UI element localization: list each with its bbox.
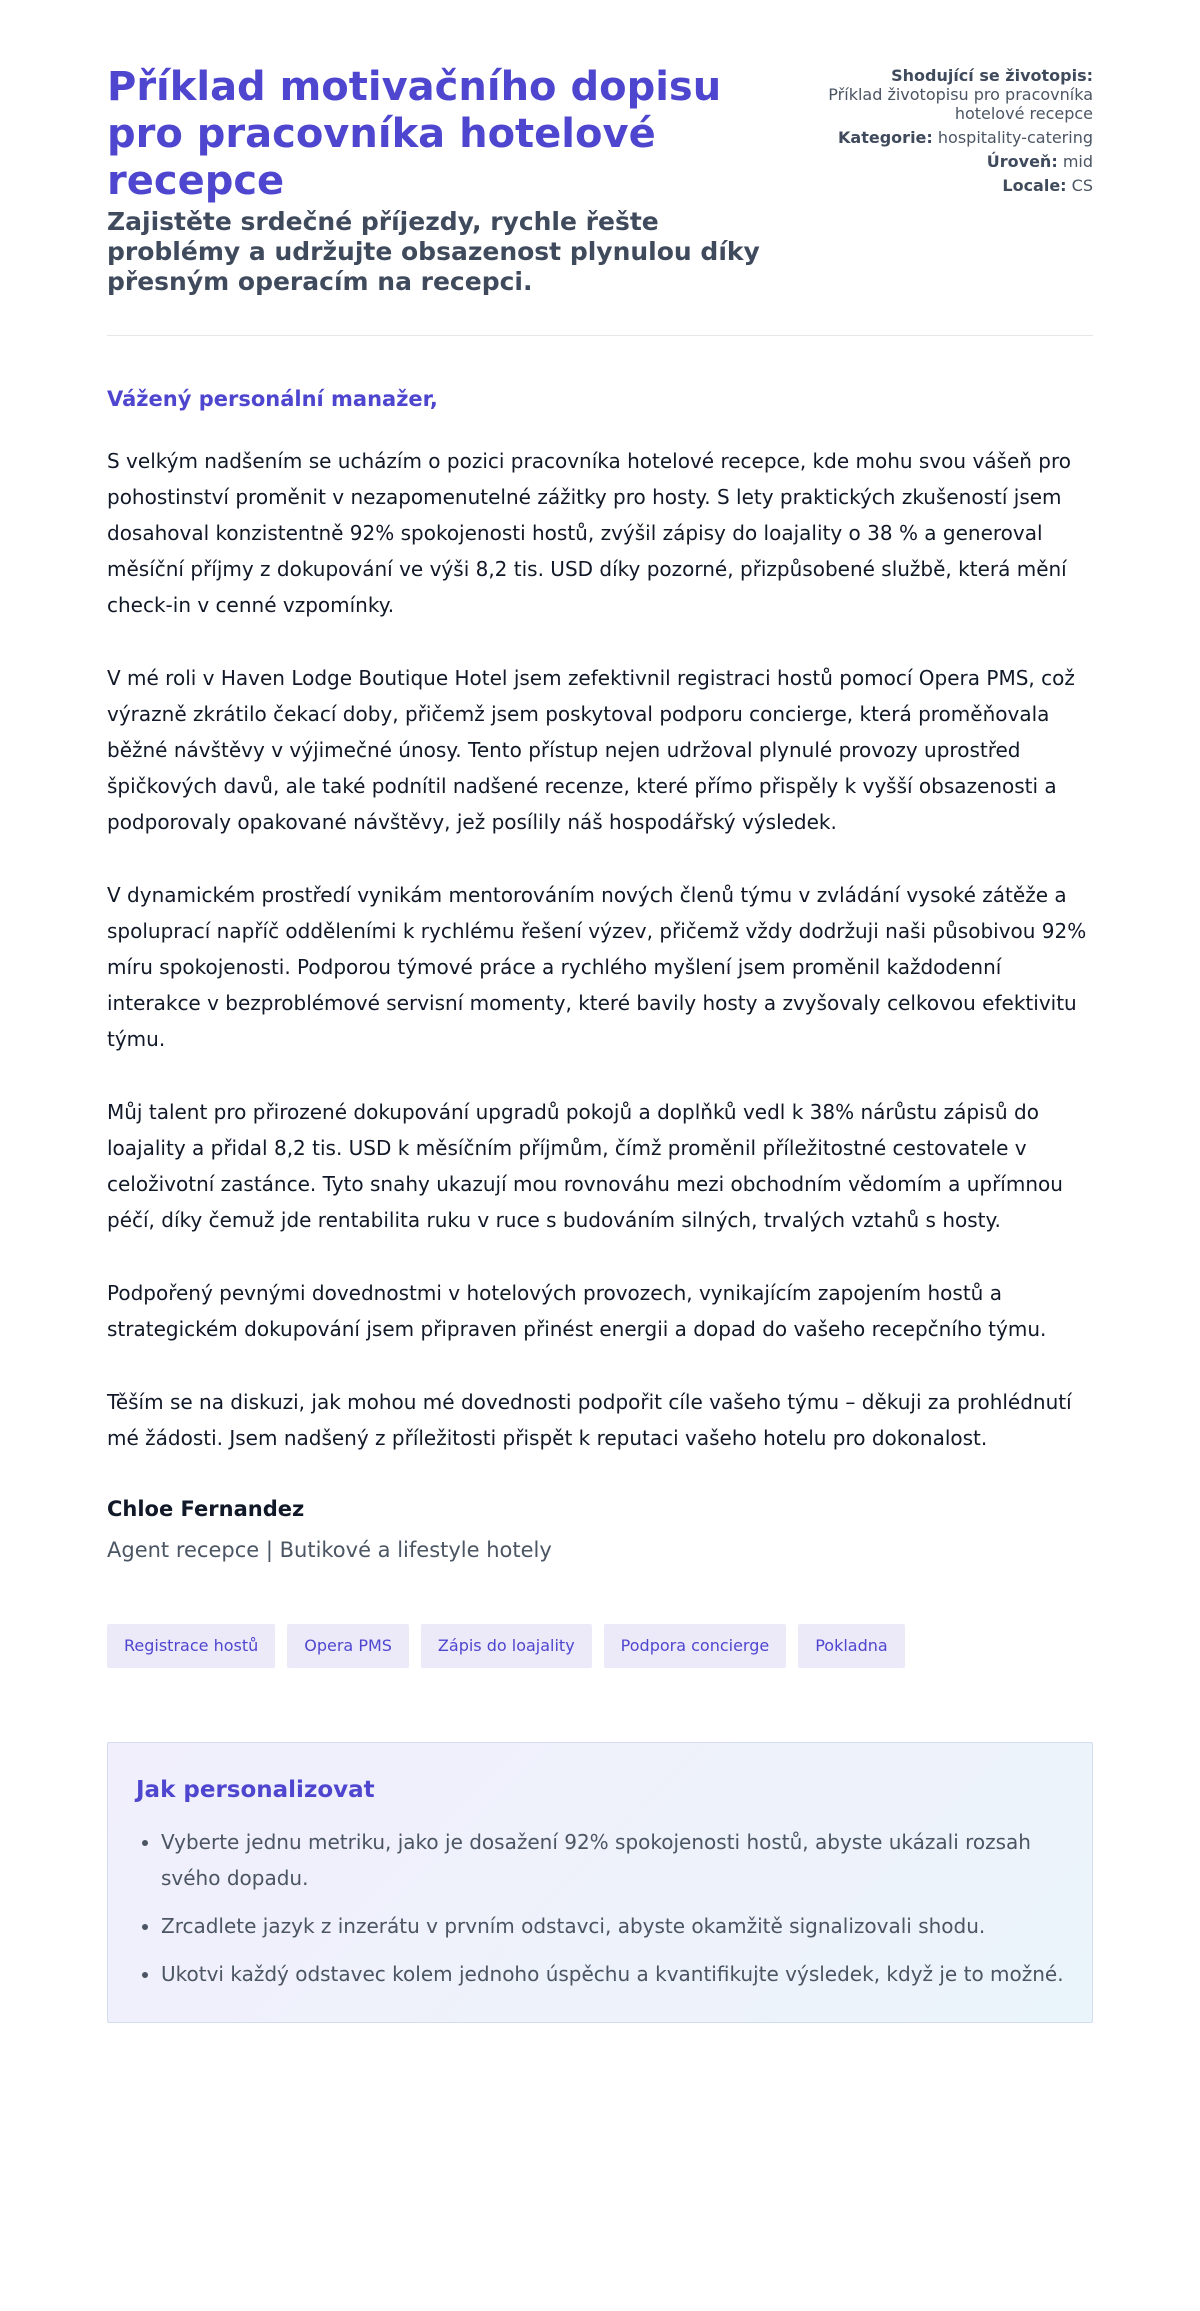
letter-paragraph: V dynamickém prostředí vynikám mentorováním nových členů týmu v zvládání vysoké zátěže a spoluprací napříč odděleními k rychlému řešení výzev, přičemž vždy dodržuji naši působivou 92% míru spokojenosti. Podporou týmové práce a rychlého myšlení jsem proměnil každodenní interakce v bezproblémové servisní momenty, které bavily hosty a zvyšovaly celkovou efektivitu týmu. xyxy=(107,883,1087,1051)
skill-tag: Zápis do loajality xyxy=(421,1624,592,1668)
page-title: Příklad motivačního dopisu pro pracovníka hotelové recepce xyxy=(107,64,722,204)
meta-locale-value: CS xyxy=(1071,176,1093,195)
meta-resume xyxy=(793,66,1093,123)
meta-locale xyxy=(793,176,1093,195)
letter-paragraph: S velkým nadšením se ucházím o pozici pracovníka hotelové recepce, kde mohu svou vášeň pro pohostinství proměnit v nezapomenutelné zážitky pro hosty. S lety praktických zkušeností jsem dosahoval konzistentně 92% spokojenosti hostů, zvýšil zápisy do loajality o 38 % a generoval měsíční příjmy z dokupování ve výši 8,2 tis. USD díky pozorné, přizpůsobené službě, která mění check-in v cenné vzpomínky. xyxy=(107,449,1072,617)
skill-tag: Opera PMS xyxy=(287,1624,409,1668)
skill-tag: Registrace hostů xyxy=(107,1624,275,1668)
tips-list-item: • Vyberte jednu metriku, jako je dosažení 92% spokojenosti hostů, abyste ukázali rozsah svého dopadu. xyxy=(161,1824,1064,1896)
meta-resume-value: Příklad životopisu pro pracovníka hotelové recepce xyxy=(828,85,1093,123)
meta-panel xyxy=(793,64,1093,200)
personalization-tips-box xyxy=(107,1742,1093,2023)
letter-body xyxy=(107,386,1093,2023)
tips-list xyxy=(136,1824,1064,1992)
meta-resume-key: Shodující se životopis: xyxy=(891,66,1093,85)
meta-category xyxy=(793,128,1093,147)
meta-level-value: mid xyxy=(1062,152,1093,171)
meta-locale-key: Locale: xyxy=(1002,176,1067,195)
header-title-block xyxy=(107,64,787,297)
letter-paragraphs xyxy=(107,443,1093,1456)
meta-category-value: hospitality-catering xyxy=(937,128,1093,147)
meta-category-key: Kategorie: xyxy=(838,128,933,147)
signature-name: Chloe Fernandez xyxy=(107,1497,305,1521)
letter-paragraph: Těším se na diskuzi, jak mohou mé dovednosti podpořit cíle vašeho týmu – děkuji za prohlédnutí mé žádosti. Jsem nadšený z příležitosti přispět k reputaci vašeho hotelu pro dokonalost. xyxy=(107,1390,1072,1450)
skill-tag: Pokladna xyxy=(798,1624,904,1668)
page-subtitle: Zajistěte srdečné příjezdy, rychle řešte problémy a udržujte obsazenost plynulou díky přesným operacím na recepci. xyxy=(107,207,760,296)
skill-tags xyxy=(107,1624,1093,1668)
letter-paragraph: Můj talent pro přirozené dokupování upgradů pokojů a doplňků vedl k 38% nárůstu zápisů do loajality a přidal 8,2 tis. USD k měsíčním příjmům, čímž proměnil příležitostné cestovatele v celoživotní zastánce. Tyto snahy ukazují mou rovnováhu mezi obchodním vědomím a upřímnou péčí, díky čemuž jde rentabilita ruku v ruce s budováním silných, trvalých vztahů s hosty. xyxy=(107,1100,1063,1232)
page-header xyxy=(107,64,1093,336)
meta-level-key: Úroveň: xyxy=(986,152,1058,171)
tips-title: Jak personalizovat xyxy=(136,1777,375,1803)
tips-list-item: • Ukotvi každý odstavec kolem jednoho úspěchu a kvantifikujte výsledek, když je to možné. xyxy=(161,1956,1064,1992)
letter-paragraph: Podpořený pevnými dovednostmi v hotelových provozech, vynikajícím zapojením hostů a strategickém dokupování jsem připraven přinést energii a dopad do vašeho recepčního týmu. xyxy=(107,1281,1047,1341)
meta-level xyxy=(793,152,1093,171)
letter-paragraph: V mé roli v Haven Lodge Boutique Hotel jsem zefektivnil registraci hostů pomocí Opera PMS, což výrazně zkrátilo čekací doby, přičemž jsem poskytoval podporu concierge, která proměňovala běžné návštěvy v výjimečné únosy. Tento přístup nejen udržoval plynulé provozy uprostřed špičkových davů, ale také podnítil nadšené recenze, které přímo přispěly k vyšší obsazenosti a podporovaly opakované návštěvy, jež posílily náš hospodářský výsledek. xyxy=(107,666,1075,834)
signature-block xyxy=(107,1496,1093,1563)
skill-tag: Podpora concierge xyxy=(604,1624,787,1668)
letter-greeting: Vážený personální manažer, xyxy=(107,387,438,411)
signature-role: Agent recepce | Butikové a lifestyle hotely xyxy=(107,1538,552,1562)
tips-list-item: • Zrcadlete jazyk z inzerátu v prvním odstavci, abyste okamžitě signalizovali shodu. xyxy=(161,1908,1064,1944)
